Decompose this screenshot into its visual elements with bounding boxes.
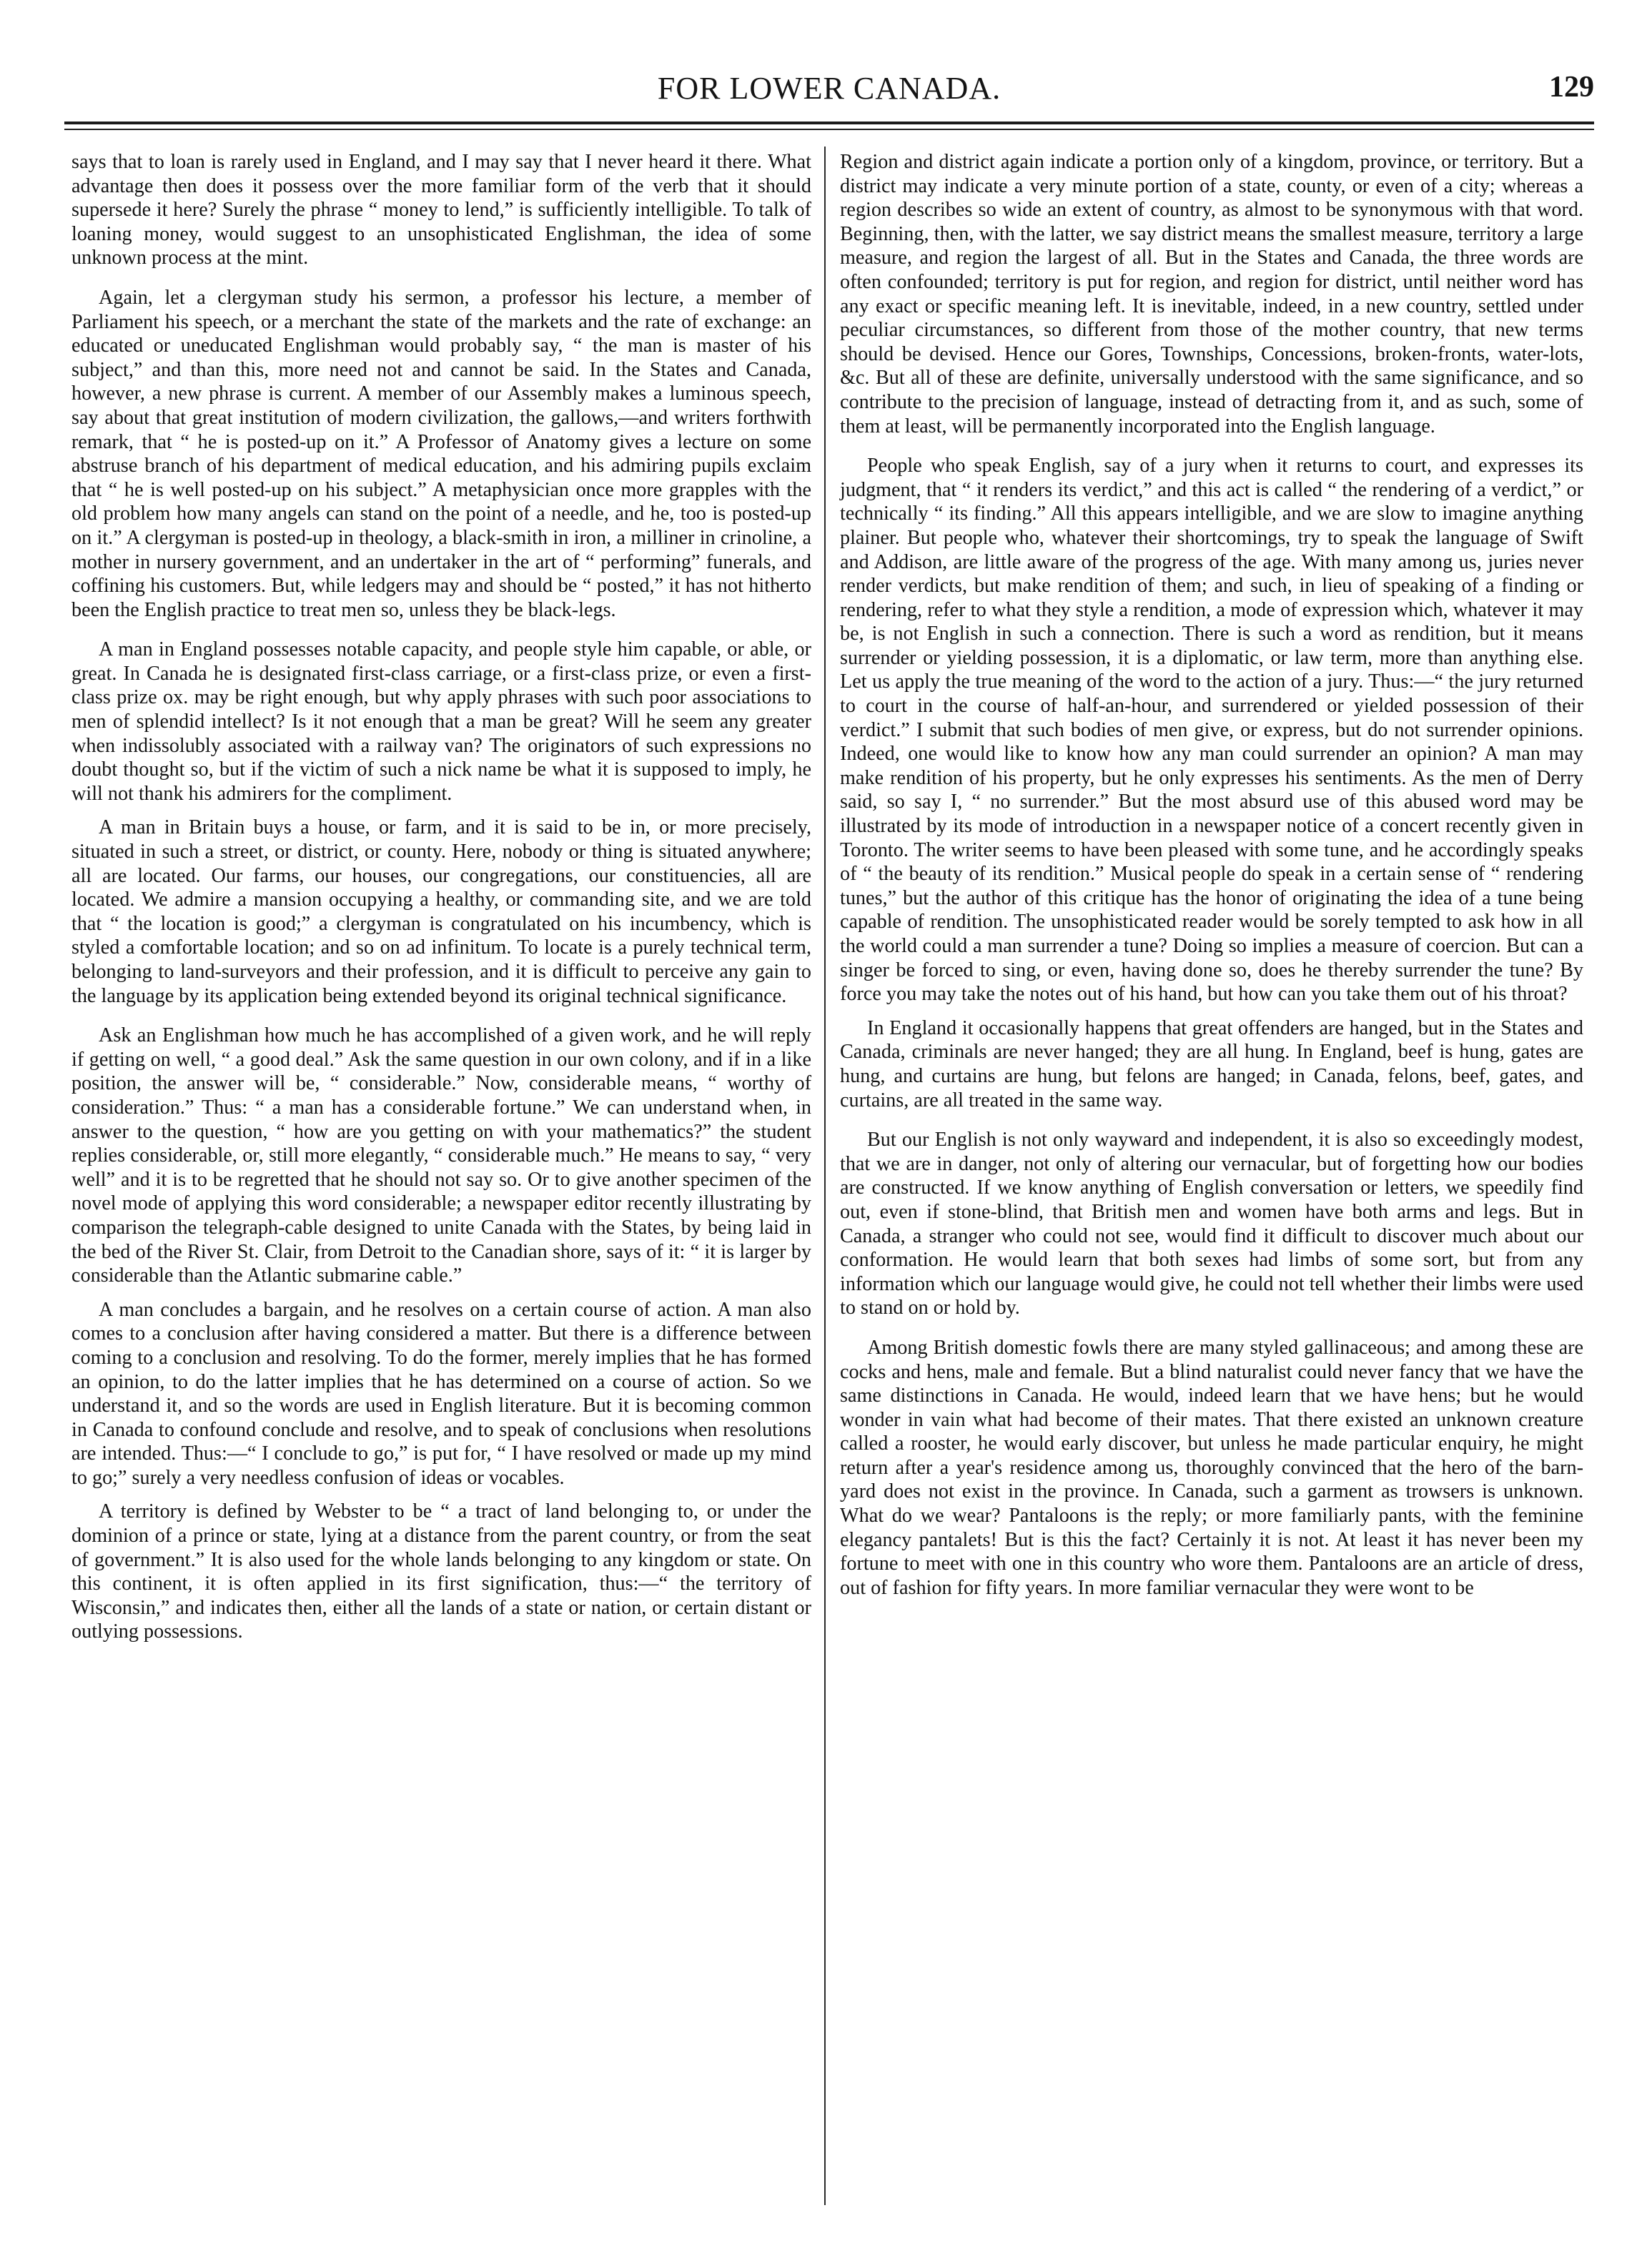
header-rule-thin [64,129,1594,130]
paragraph: A territory is defined by Webster to be “ a tract of land belonging to, or under the dominion of a prince or state, lying at a distance from the parent country, or from the seat of government.” It is also used for the whole lands belonging to any kingdom or state. On this continent, it is often applied in its first signification, thus:—“ the territory of Wisconsin,” and indicates then, either all the lands of a state or nation, or certain distant or outlying possessions. [71,1500,811,1643]
paragraph: A man in England possesses notable capacity, and people style him capable, or able, or great. In Canada he is designated first-class carriage, or a first-class prize, or even a first-class prize ox. may be right enough, but why apply phrases with such poor associations to men of splendid intellect? Is it not enough that a man be great? Will he seem any greater when indissolubly associated with a railway van? The originators of such expressions no doubt thought so, but if the victim of such a nick name be what it is supposed to imply, he will not thank his admirers for the compliment. [71,638,811,805]
page-number: 129 [1549,71,1594,104]
paragraph: But our English is not only wayward and independent, it is also so exceedingly modest, that we are in danger, not only of altering our vernacular, but of forgetting how our bodies are constructed. If we know anything of English conversation or letters, we speedily find out, even if stone-blind, that British men and women have both arms and legs. But in Canada, a stranger who could not see, would find it difficult to discover much about our conformation. He would learn that both sexes had limbs of some sort, but from any information which our language would give, he could not tell whether their limbs were used to stand on or hold by. [840,1129,1583,1319]
paragraph: Region and district again indicate a portion only of a kingdom, province, or territory. But a district may indicate a very minute portion of a state, county, or even of a city; whereas a region describes so wide an extent of country, as almost to be synonymous with that word. Beginning, then, with the latter, we say district means the smallest measure, territory a large measure, and region the largest of all. But in the States and Canada, the three words are often confounded; territory is put for region, and region for district, until neither word has any exact or specific meaning left. It is inevitable, indeed, in a new country, settled under peculiar circumstances, so different from those of the mother country, that new terms should be devised. Hence our Gores, Townships, Concessions, broken-fronts, water-lots, &c. But all of these are definite, universally understood with the same significance, and so contribute to the precision of language, instead of detracting from it, and as such, some of them at least, will be permanently incorporated into the English language. [840,151,1583,437]
column-divider [824,147,826,2205]
header-title: FOR LOWER CANADA. [657,71,1001,106]
header-rule-thick [64,122,1594,124]
paragraph: A man in Britain buys a house, or farm, and it is said to be in, or more precisely, situated in such a street, or district, or county. Here, nobody or thing is situated anywhere; all are located. Our farms, our houses, our congregations, our constituencies, all are located. We admire a mansion occupying a healthy, or commanding site, and we are told that “ the location is good;” a clergyman is congratulated on his incumbency, which is styled a comfortable location; and so on ad infinitum. To locate is a purely technical term, belonging to land-surveyors and their profession, and it is difficult to perceive any gain to the language by its application being extended beyond its original technical significance. [71,816,811,1007]
paragraph: A man concludes a bargain, and he resolves on a certain course of action. A man also comes to a conclusion after having considered a matter. But there is a difference between coming to a conclusion and resolving. To do the former, merely implies that he has formed an opinion, to do the latter implies that he has determined on a course of action. So we understand it, and so the words are used in English literature. But it is becoming common in Canada to confound conclude and resolve, and to speak of conclusions when resolutions are intended. Thus:—“ I conclude to go,” is put for, “ I have resolved or made up my mind to go;” surely a very needless confusion of ideas or vocables. [71,1298,811,1489]
paragraph: Ask an Englishman how much he has accomplished of a given work, and he will reply if getting on well, “ a good deal.” Ask the same question in our own colony, and if in a like position, the answer will be, “ considerable.” Now, considerable means, “ worthy of consideration.” Thus: “ a man has a considerable fortune.” We can understand when, in answer to the question, “ how are you getting on with your mathematics?” the student replies considerable, or, still more elegantly, “ considerable much.” He means to say, “ very well” and it is to be regretted that he should not say so. Or to give another specimen of the novel mode of applying this word considerable; a newspaper editor recently illustrating by comparison the telegraph-cable designed to unite Canada with the States, by being laid in the bed of the River St. Clair, from Detroit to the Canadian shore, says of it: “ it is larger by considerable than the Atlantic submarine cable.” [71,1024,811,1287]
left-column [71,150,811,2223]
paragraph: People who speak English, say of a jury when it returns to court, and expresses its judgment, that “ it renders its verdict,” and this act is called “ the rendering of a verdict,” or technically “ its finding.” All this appears intelligible, and we are slow to imagine anything plainer. But people who, whatever their shortcomings, try to speak the language of Swift and Addison, are little aware of the progress of the age. With many among us, juries never render verdicts, but make rendition of them; and such, in lieu of speaking of a finding or rendering, refer to what they style a rendition, a mode of expression which, whatever it may be, is not English in such a connection. There is such a word as rendition, but it means surrender or yielding possession, it is a diplomatic, or law term, more than anything else. Let us apply the true meaning of the word to the action of a jury. Thus:—“ the jury returned to court in the course of half-an-hour, and surrendered or yielded possession of their verdict.” I submit that such bodies of men give, or express, but do not surrender opinions. Indeed, one would like to know how any man could surrender an opinion? A man may make rendition of his property, but he only expresses his sentiments. As the men of Derry said, so say I, “ no surrender.” But the most absurd use of this abused word may be illustrated by its mode of introduction in a newspaper notice of a concert recently given in Toronto. The writer seems to have been pleased with some tune, and he accordingly speaks of “ the beauty of its rendition.” Musical people do speak in a certain sense of “ rendering tunes,” but the author of this critique has the honor of originating the idea of a tune being capable of rendition. The unsophisticated reader would be sorely tempted to ask how in all the world could a man surrender a tune? Doing so implies a measure of coercion. But can a singer be forced to sing, or even, having done so, does he thereby surrender the tune? By force you may take the notes out of his hand, but how can you take them out of his throat? [840,455,1583,1006]
running-header [64,70,1594,113]
paragraph: In England it occasionally happens that great offenders are hanged, but in the States and Canada, criminals are never hanged; they are all hung. In England, beef is hung, gates are hung, and curtains are hung, but felons are hanged; in Canada, felons, beef, gates, and curtains, are all treated in the same way. [840,1016,1583,1111]
paragraph: Again, let a clergyman study his sermon, a professor his lecture, a member of Parliament his speech, or a merchant the state of the markets and the rate of exchange: an educated or uneducated Englishman would probably say, “ the man is master of his subject,” and than this, more need not and cannot be said. In the States and Canada, however, a new phrase is current. A member of our Assembly makes a luminous speech, say about that great institution of modern civilization, the gallows,—and writers forthwith remark, that “ he is posted-up on it.” A Professor of Anatomy gives a lecture on some abstruse branch of his department of medical education, and his admiring pupils exclaim that “ he is well posted-up on his subject.” A metaphysician once more grapples with the old problem how many angels can stand on the point of a needle, and he, too is posted-up on it.” A clergyman is posted-up in theology, a black-smith in iron, a milliner in crinoline, a mother in nursery government, and an undertaker in the art of “ performing” funerals, and coffining his customers. But, while ledgers may and should be “ posted,” it has not hitherto been the English practice to treat men so, unless they be black-legs. [71,286,811,621]
right-column [840,150,1583,2223]
paragraph: Among British domestic fowls there are many styled gallinaceous; and among these are cocks and hens, male and female. But a blind naturalist could never fancy that we have the same distinctions in Canada. He would, indeed learn that we have hens; but he would wonder in vain what had become of their mates. That there existed an unknown creature called a rooster, he would early discover, but unless he made particular enquiry, he might return after a year's residence among us, thoroughly convinced that the hero of the barn-yard does not exist in the province. In Canada, such a garment as trowsers is unknown. What do we wear? Pantaloons is the reply; or more familiarly pants, with the feminine elegancy pantalets! But is this the fact? Certainly it is not. At least it has never been my fortune to meet with one in this country who wore them. Pantaloons are an article of dress, out of fashion for fifty years. In more familiar vernacular they were wont to be [840,1336,1583,1599]
paragraph: says that to loan is rarely used in England, and I may say that I never heard it there. What advantage then does it possess over the more familiar form of the verb that it should supersede it here? Surely the phrase “ money to lend,” is sufficiently intelligible. To talk of loaning money, would suggest to an unsophisticated Englishman, the idea of some unknown process at the mint. [71,151,811,269]
